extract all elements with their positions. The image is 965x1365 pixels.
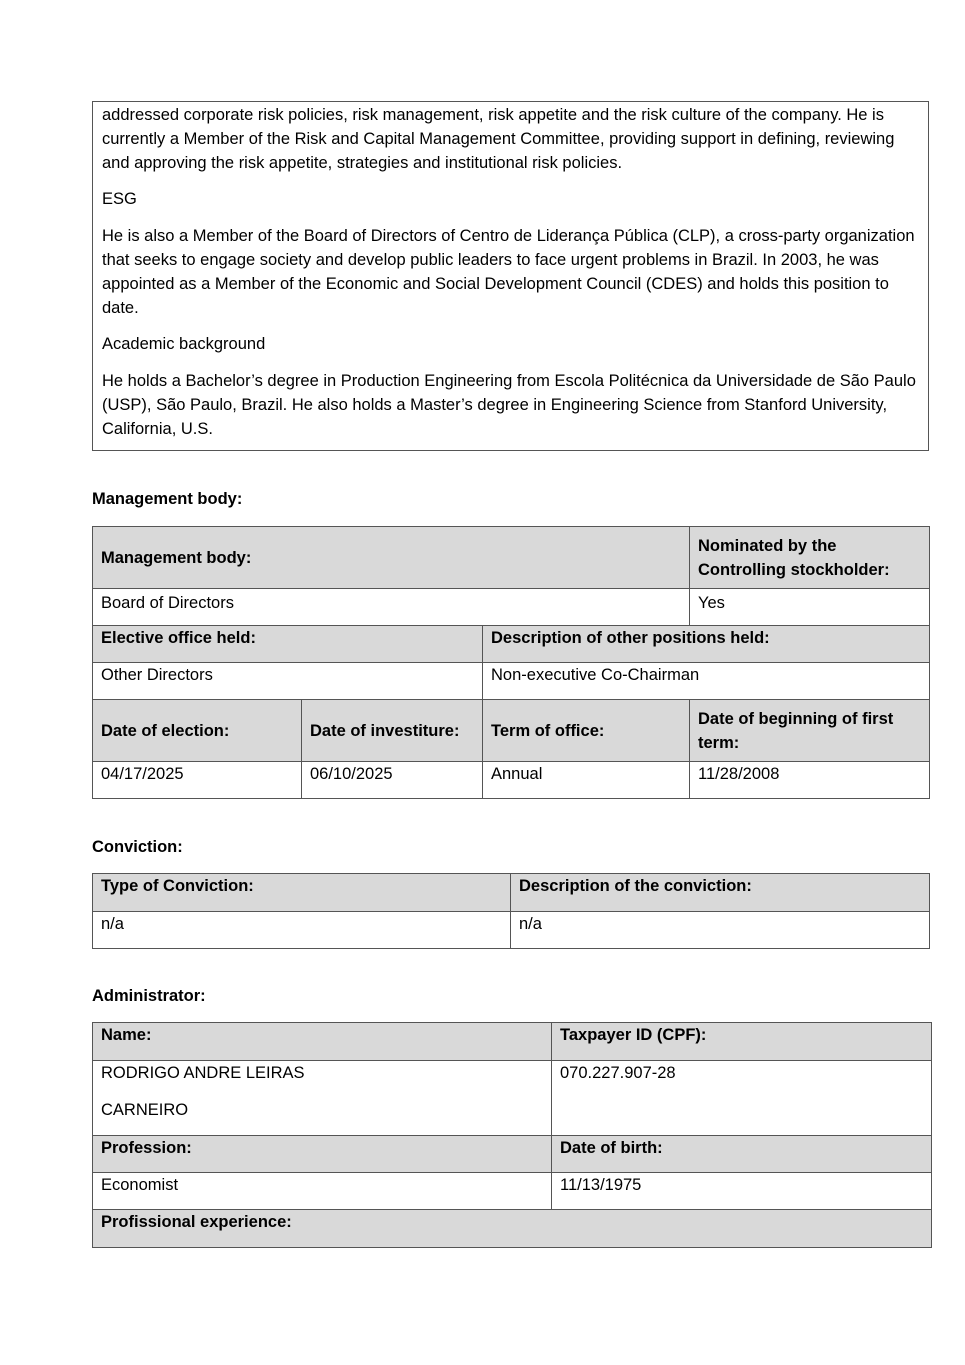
conviction-section-title: Conviction:: [92, 838, 183, 856]
profession-value: Economist: [93, 1173, 552, 1210]
elective-office-value: Other Directors: [93, 663, 483, 700]
biography-box: [92, 101, 929, 451]
management-section-title: Management body:: [92, 490, 243, 508]
conviction-description-value: n/a: [511, 912, 930, 949]
profession-header: Profession:: [93, 1136, 552, 1173]
investiture-date-header: Date of investiture:: [302, 700, 483, 762]
election-date-value: 04/17/2025: [93, 762, 302, 799]
management-body-value: Board of Directors: [93, 589, 690, 626]
first-term-value: 11/28/2008: [690, 762, 930, 799]
management-body-header: Management body:: [93, 527, 690, 589]
administrator-table: [92, 1022, 932, 1248]
conviction-type-header: Type of Conviction:: [93, 874, 511, 912]
bio-heading-academic: Academic background: [102, 335, 266, 353]
name-value: [93, 1061, 552, 1136]
birth-date-header: Date of birth:: [552, 1136, 932, 1173]
elective-office-header: Elective office held:: [93, 626, 483, 663]
cpf-value: 070.227.907-28: [552, 1061, 932, 1136]
conviction-description-header: Description of the conviction:: [511, 874, 930, 912]
other-positions-header: Description of other positions held:: [483, 626, 930, 663]
election-date-header: Date of election:: [93, 700, 302, 762]
term-value: Annual: [483, 762, 690, 799]
bio-paragraph-risk: addressed corporate risk policies, risk management, risk appetite and the risk culture of the company. He is currently a Member of the Risk and Capital Management Committee, providing support in defining, reviewing and approving the risk appetite, strategies and institutional risk policies.: [102, 106, 895, 172]
conviction-table: [92, 873, 930, 949]
bio-heading-esg: ESG: [102, 190, 137, 208]
birth-date-value: 11/13/1975: [552, 1173, 932, 1210]
investiture-date-value: 06/10/2025: [302, 762, 483, 799]
nominated-header: Nominated by the Controlling stockholder:: [690, 527, 930, 589]
experience-header: Profissional experience:: [93, 1210, 932, 1248]
first-term-header: Date of beginning of first term:: [690, 700, 930, 762]
conviction-type-value: n/a: [93, 912, 511, 949]
name-line-1: RODRIGO ANDRE LEIRAS: [101, 1064, 305, 1082]
other-positions-value: Non-executive Co-Chairman: [483, 663, 930, 700]
name-header: Name:: [93, 1023, 552, 1061]
cpf-header: Taxpayer ID (CPF):: [552, 1023, 932, 1061]
nominated-value: Yes: [690, 589, 930, 626]
term-header: Term of office:: [483, 700, 690, 762]
administrator-section-title: Administrator:: [92, 987, 206, 1005]
name-line-2: CARNEIRO: [101, 1101, 189, 1119]
bio-paragraph-academic: He holds a Bachelor’s degree in Production Engineering from Escola Politécnica da Universidade de São Paulo (USP), São Paulo, Brazil. He also holds a Master’s degree in Engineering Science from Stanford University, California, U.S.: [102, 372, 916, 438]
management-table: [92, 526, 930, 799]
bio-paragraph-esg: He is also a Member of the Board of Directors of Centro de Liderança Pública (CLP), a cross-party organization that seeks to engage society and develop public leaders to face urgent problems in Brazil. In 2003, he was appointed as a Member of the Economic and Social Development Council (CDES) and holds this position to date.: [102, 227, 915, 317]
